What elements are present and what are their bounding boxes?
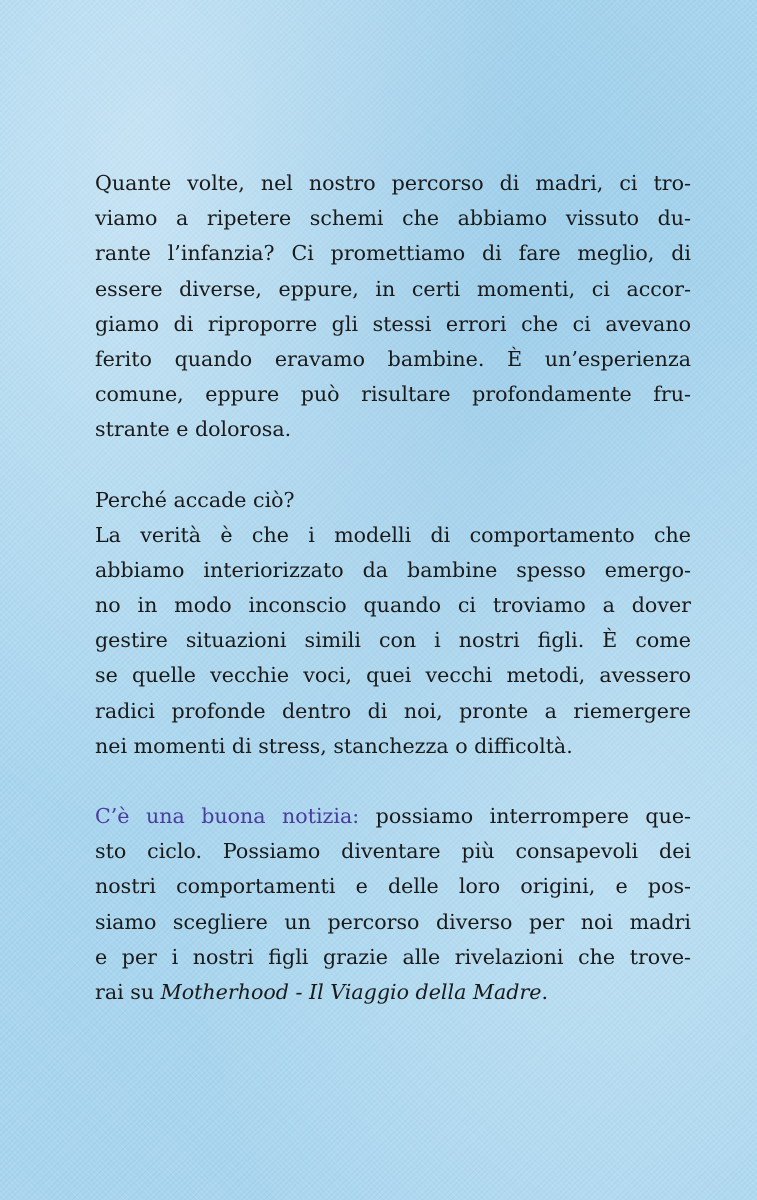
text-line: sto ciclo. Possiamo diventare più consapevoli dei: [95, 839, 691, 864]
text-line: nei momenti di stress, stanchezza o difficoltà.: [95, 733, 573, 758]
paragraph-1: [95, 166, 691, 448]
text-line: [95, 799, 691, 834]
text-line: comune, eppure può risultare profondamente fru-: [95, 382, 691, 407]
paragraph-2: [95, 483, 691, 765]
paragraph-gap: [95, 448, 691, 483]
text-line: strante e dolorosa.: [95, 417, 292, 442]
text-line: no in modo inconscio quando ci troviamo a dover: [95, 593, 691, 618]
text-line: Quante volte, nel nostro percorso di madri, ci tro-: [95, 171, 691, 195]
text-line: e per i nostri figli grazie alle rivelazioni che trove-: [95, 944, 691, 969]
text-line: gestire situazioni simili con i nostri figli. È come: [95, 628, 691, 653]
paragraph-gap: [95, 764, 691, 799]
text-line: rante l’infanzia? Ci promettiamo di fare meglio, di: [95, 241, 691, 266]
text-line: viamo a ripetere schemi che abbiamo vissuto du-: [95, 206, 691, 231]
text-line: siamo scegliere un percorso diverso per noi madri: [95, 909, 691, 934]
text-line: essere diverse, eppure, in certi momenti, ci accor-: [95, 276, 691, 301]
text-fragment: possiamo interrompere que-: [359, 804, 691, 828]
text-line: nostri comportamenti e delle loro origini, e pos-: [95, 874, 691, 899]
paragraph-3: [95, 799, 691, 1010]
text-fragment: .: [541, 979, 549, 1004]
text-line: [95, 975, 691, 1010]
book-title: Motherhood - Il Viaggio della Madre: [160, 979, 542, 1004]
text-line: Perché accade ciò?: [95, 487, 295, 512]
text-line: radici profonde dentro di noi, pronte a riemergere: [95, 698, 691, 723]
text-line: ferito quando eravamo bambine. È un’esperienza: [95, 346, 691, 371]
text-line: giamo di riproporre gli stessi errori che ci avevano: [95, 311, 691, 336]
text-line: se quelle vecchie voci, quei vecchi metodi, avessero: [95, 663, 691, 688]
page-text: [95, 166, 691, 1010]
highlight-phrase: C’è una buona notizia:: [95, 804, 360, 828]
text-line: abbiamo interiorizzato da bambine spesso emergo-: [95, 557, 691, 582]
text-line: La verità è che i modelli di comportamento che: [95, 522, 691, 547]
text-fragment: rai su: [95, 979, 161, 1004]
